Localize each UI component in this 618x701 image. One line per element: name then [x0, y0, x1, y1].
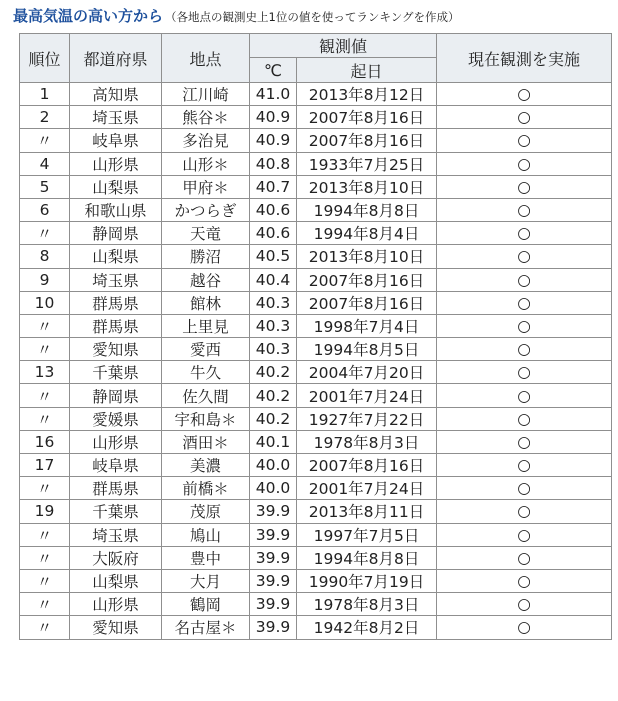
header-prefecture: 都道府県 — [70, 34, 162, 83]
cell-observing-mark: ○ — [437, 384, 612, 407]
cell-prefecture: 山形県 — [70, 593, 162, 616]
cell-observing-mark: ○ — [437, 245, 612, 268]
cell-location: 鶴岡 — [162, 593, 250, 616]
page-title: 最高気温の高い方から — [13, 7, 164, 25]
cell-location: 山形＊ — [162, 152, 250, 175]
cell-date: 1942年8月2日 — [297, 616, 437, 639]
cell-date: 1998年7月4日 — [297, 314, 437, 337]
cell-date: 2007年8月16日 — [297, 454, 437, 477]
cell-location: 熊谷＊ — [162, 106, 250, 129]
cell-temperature: 39.9 — [250, 593, 297, 616]
cell-rank: 〃 — [20, 546, 70, 569]
cell-date: 2004年7月20日 — [297, 361, 437, 384]
cell-observing-mark: ○ — [437, 454, 612, 477]
cell-date: 1990年7月19日 — [297, 569, 437, 592]
cell-temperature: 40.0 — [250, 454, 297, 477]
cell-prefecture: 愛知県 — [70, 338, 162, 361]
table-row — [20, 477, 612, 500]
cell-prefecture: 埼玉県 — [70, 268, 162, 291]
cell-observing-mark: ○ — [437, 477, 612, 500]
cell-prefecture: 埼玉県 — [70, 106, 162, 129]
cell-prefecture: 山梨県 — [70, 569, 162, 592]
table-row — [20, 338, 612, 361]
header-rank: 順位 — [20, 34, 70, 83]
cell-location: 江川崎 — [162, 83, 250, 106]
cell-temperature: 40.2 — [250, 361, 297, 384]
header-observed: 観測値 — [250, 34, 437, 58]
table-row — [20, 268, 612, 291]
cell-rank: 〃 — [20, 477, 70, 500]
table-row — [20, 407, 612, 430]
header-celsius: ℃ — [250, 58, 297, 83]
cell-rank: 〃 — [20, 616, 70, 639]
cell-temperature: 40.4 — [250, 268, 297, 291]
table-row — [20, 106, 612, 129]
cell-observing-mark: ○ — [437, 523, 612, 546]
cell-rank: 5 — [20, 175, 70, 198]
cell-rank: 4 — [20, 152, 70, 175]
table-header — [20, 34, 612, 83]
table-row — [20, 222, 612, 245]
cell-temperature: 40.3 — [250, 291, 297, 314]
cell-prefecture: 山梨県 — [70, 175, 162, 198]
cell-temperature: 40.1 — [250, 430, 297, 453]
cell-observing-mark: ○ — [437, 222, 612, 245]
cell-rank: 〃 — [20, 338, 70, 361]
header-date: 起日 — [297, 58, 437, 83]
table-row — [20, 198, 612, 221]
cell-location: かつらぎ — [162, 198, 250, 221]
cell-location: 多治見 — [162, 129, 250, 152]
cell-date: 2013年8月12日 — [297, 83, 437, 106]
cell-prefecture: 岐阜県 — [70, 129, 162, 152]
cell-date: 1994年8月8日 — [297, 198, 437, 221]
table-row — [20, 430, 612, 453]
cell-rank: 〃 — [20, 384, 70, 407]
cell-temperature: 40.3 — [250, 314, 297, 337]
page-subtitle: （各地点の観測史上1位の値を使ってランキングを作成） — [165, 10, 460, 24]
cell-date: 1933年7月25日 — [297, 152, 437, 175]
cell-observing-mark: ○ — [437, 106, 612, 129]
cell-prefecture: 山形県 — [70, 152, 162, 175]
header-current: 現在観測を実施 — [437, 34, 612, 83]
cell-prefecture: 山形県 — [70, 430, 162, 453]
cell-location: 越谷 — [162, 268, 250, 291]
table-row — [20, 500, 612, 523]
table-row — [20, 83, 612, 106]
cell-observing-mark: ○ — [437, 198, 612, 221]
cell-observing-mark: ○ — [437, 546, 612, 569]
cell-temperature: 41.0 — [250, 83, 297, 106]
cell-location: 佐久間 — [162, 384, 250, 407]
table-body — [20, 83, 612, 640]
cell-observing-mark: ○ — [437, 407, 612, 430]
cell-observing-mark: ○ — [437, 338, 612, 361]
cell-location: 勝沼 — [162, 245, 250, 268]
cell-observing-mark: ○ — [437, 83, 612, 106]
cell-temperature: 40.2 — [250, 407, 297, 430]
table-row — [20, 384, 612, 407]
cell-date: 1994年8月4日 — [297, 222, 437, 245]
cell-date: 2013年8月10日 — [297, 245, 437, 268]
heading — [13, 5, 459, 26]
cell-prefecture: 群馬県 — [70, 291, 162, 314]
cell-date: 2001年7月24日 — [297, 477, 437, 500]
cell-date: 2007年8月16日 — [297, 291, 437, 314]
cell-temperature: 40.3 — [250, 338, 297, 361]
cell-temperature: 40.7 — [250, 175, 297, 198]
cell-observing-mark: ○ — [437, 500, 612, 523]
cell-prefecture: 千葉県 — [70, 500, 162, 523]
cell-location: 酒田＊ — [162, 430, 250, 453]
cell-prefecture: 大阪府 — [70, 546, 162, 569]
cell-prefecture: 千葉県 — [70, 361, 162, 384]
cell-prefecture: 群馬県 — [70, 314, 162, 337]
cell-date: 1994年8月8日 — [297, 546, 437, 569]
cell-date: 2007年8月16日 — [297, 268, 437, 291]
cell-temperature: 39.9 — [250, 616, 297, 639]
table-row — [20, 152, 612, 175]
table-row — [20, 454, 612, 477]
cell-prefecture: 静岡県 — [70, 222, 162, 245]
cell-location: 天竜 — [162, 222, 250, 245]
cell-observing-mark: ○ — [437, 175, 612, 198]
ranking-table — [19, 33, 612, 640]
cell-rank: 〃 — [20, 222, 70, 245]
cell-temperature: 39.9 — [250, 569, 297, 592]
cell-temperature: 39.9 — [250, 500, 297, 523]
cell-observing-mark: ○ — [437, 129, 612, 152]
cell-observing-mark: ○ — [437, 593, 612, 616]
cell-observing-mark: ○ — [437, 291, 612, 314]
cell-rank: 10 — [20, 291, 70, 314]
table-row — [20, 593, 612, 616]
cell-observing-mark: ○ — [437, 314, 612, 337]
cell-date: 2001年7月24日 — [297, 384, 437, 407]
table-row — [20, 616, 612, 639]
cell-location: 館林 — [162, 291, 250, 314]
cell-observing-mark: ○ — [437, 361, 612, 384]
cell-location: 上里見 — [162, 314, 250, 337]
cell-rank: 〃 — [20, 523, 70, 546]
table-row — [20, 175, 612, 198]
cell-date: 1994年8月5日 — [297, 338, 437, 361]
cell-location: 鳩山 — [162, 523, 250, 546]
cell-temperature: 40.6 — [250, 198, 297, 221]
cell-date: 2007年8月16日 — [297, 106, 437, 129]
cell-prefecture: 埼玉県 — [70, 523, 162, 546]
cell-location: 牛久 — [162, 361, 250, 384]
cell-rank: 9 — [20, 268, 70, 291]
table-row — [20, 291, 612, 314]
cell-rank: 16 — [20, 430, 70, 453]
cell-temperature: 40.5 — [250, 245, 297, 268]
cell-rank: 19 — [20, 500, 70, 523]
cell-prefecture: 群馬県 — [70, 477, 162, 500]
cell-location: 美濃 — [162, 454, 250, 477]
cell-location: 前橋＊ — [162, 477, 250, 500]
cell-temperature: 40.9 — [250, 106, 297, 129]
cell-date: 2013年8月11日 — [297, 500, 437, 523]
cell-date: 1997年7月5日 — [297, 523, 437, 546]
cell-temperature: 39.9 — [250, 523, 297, 546]
table-row — [20, 523, 612, 546]
cell-prefecture: 愛媛県 — [70, 407, 162, 430]
cell-location: 名古屋＊ — [162, 616, 250, 639]
cell-rank: 〃 — [20, 569, 70, 592]
table-row — [20, 245, 612, 268]
cell-location: 宇和島＊ — [162, 407, 250, 430]
cell-location: 茂原 — [162, 500, 250, 523]
cell-rank: 13 — [20, 361, 70, 384]
cell-observing-mark: ○ — [437, 268, 612, 291]
cell-location: 甲府＊ — [162, 175, 250, 198]
cell-prefecture: 静岡県 — [70, 384, 162, 407]
cell-location: 愛西 — [162, 338, 250, 361]
cell-rank: 2 — [20, 106, 70, 129]
cell-date: 2013年8月10日 — [297, 175, 437, 198]
table-row — [20, 361, 612, 384]
cell-prefecture: 岐阜県 — [70, 454, 162, 477]
cell-rank: 〃 — [20, 314, 70, 337]
cell-observing-mark: ○ — [437, 430, 612, 453]
cell-rank: 〃 — [20, 129, 70, 152]
table-row — [20, 546, 612, 569]
cell-rank: 17 — [20, 454, 70, 477]
cell-observing-mark: ○ — [437, 569, 612, 592]
cell-prefecture: 山梨県 — [70, 245, 162, 268]
cell-date: 1978年8月3日 — [297, 430, 437, 453]
cell-location: 豊中 — [162, 546, 250, 569]
cell-rank: 8 — [20, 245, 70, 268]
cell-temperature: 40.6 — [250, 222, 297, 245]
cell-observing-mark: ○ — [437, 616, 612, 639]
cell-date: 1978年8月3日 — [297, 593, 437, 616]
cell-observing-mark: ○ — [437, 152, 612, 175]
cell-prefecture: 和歌山県 — [70, 198, 162, 221]
header-location: 地点 — [162, 34, 250, 83]
cell-temperature: 40.0 — [250, 477, 297, 500]
cell-prefecture: 愛知県 — [70, 616, 162, 639]
table-row — [20, 569, 612, 592]
cell-temperature: 39.9 — [250, 546, 297, 569]
cell-rank: 1 — [20, 83, 70, 106]
cell-rank: 〃 — [20, 407, 70, 430]
cell-temperature: 40.9 — [250, 129, 297, 152]
table-row — [20, 129, 612, 152]
cell-temperature: 40.8 — [250, 152, 297, 175]
table-row — [20, 314, 612, 337]
cell-date: 2007年8月16日 — [297, 129, 437, 152]
cell-prefecture: 高知県 — [70, 83, 162, 106]
cell-rank: 6 — [20, 198, 70, 221]
cell-temperature: 40.2 — [250, 384, 297, 407]
cell-rank: 〃 — [20, 593, 70, 616]
cell-date: 1927年7月22日 — [297, 407, 437, 430]
cell-location: 大月 — [162, 569, 250, 592]
